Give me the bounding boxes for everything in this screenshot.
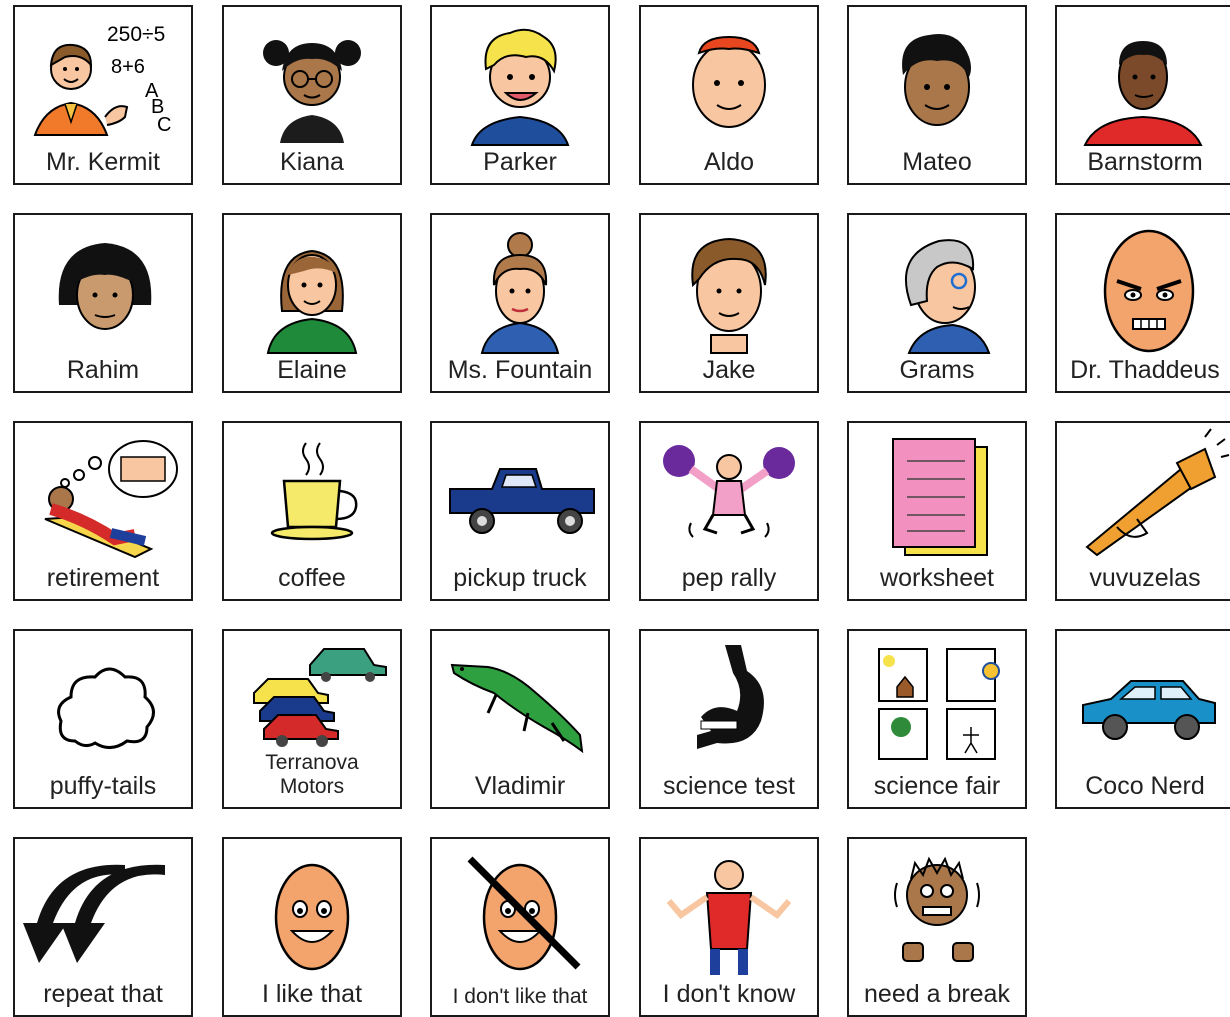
card-retirement[interactable] [13, 421, 193, 601]
card-label: Vladimir [474, 772, 566, 800]
letter-a: A [145, 80, 159, 102]
card-rahim[interactable] [13, 213, 193, 393]
card-label: I don't like that [452, 985, 588, 1008]
teacher-icon [15, 7, 191, 147]
card-label: need a break [864, 980, 1010, 1008]
card-label: Barnstorm [1087, 148, 1203, 176]
card-terranova-motors[interactable] [222, 629, 402, 809]
grandmother-icon [849, 215, 1025, 355]
card-need-a-break[interactable] [847, 837, 1027, 1017]
card-label: pickup truck [453, 564, 587, 592]
card-worksheet[interactable] [847, 421, 1027, 601]
card-label: Elaine [277, 356, 347, 384]
card-parker[interactable] [430, 5, 610, 185]
card-pep-rally[interactable] [639, 421, 819, 601]
card-i-like-that[interactable] [222, 837, 402, 1017]
card-repeat-that[interactable] [13, 837, 193, 1017]
boy-black-hair-icon [15, 215, 191, 355]
card-i-dont-like-that[interactable] [430, 837, 610, 1017]
card-label: retirement [46, 564, 160, 592]
card-ms-fountain[interactable] [430, 213, 610, 393]
card-label: worksheet [880, 564, 994, 592]
card-kiana[interactable] [222, 5, 402, 185]
relaxing-person-icon [15, 423, 191, 563]
horn-icon [1057, 423, 1230, 563]
repeat-arrows-icon [15, 839, 191, 979]
card-pickup-truck[interactable] [430, 421, 610, 601]
card-label: Mateo [902, 148, 972, 176]
card-aldo[interactable] [639, 5, 819, 185]
card-grams[interactable] [847, 213, 1027, 393]
card-label: Dr. Thaddeus [1070, 356, 1220, 384]
card-label: pep rally [681, 564, 777, 592]
woman-green-shirt-icon [224, 215, 400, 355]
card-label: coffee [278, 564, 346, 592]
cloud-icon [15, 631, 191, 771]
card-label: repeat that [43, 980, 163, 1008]
alligator-icon [432, 631, 608, 771]
card-label: Grams [899, 356, 975, 384]
card-vuvuzelas[interactable] [1055, 421, 1230, 601]
pickup-truck-icon [432, 423, 608, 563]
card-science-test[interactable] [639, 629, 819, 809]
shrug-icon [641, 839, 817, 979]
stressed-person-icon [849, 839, 1025, 979]
card-elaine[interactable] [222, 213, 402, 393]
card-barnstorm[interactable] [1055, 5, 1230, 185]
card-coffee[interactable] [222, 421, 402, 601]
card-label-line-1: Terranova [265, 750, 359, 774]
card-jake[interactable] [639, 213, 819, 393]
boy-brown-hair-icon [641, 215, 817, 355]
card-label: science fair [873, 772, 1001, 800]
math-text-2: 8+6 [111, 56, 145, 78]
card-label: puffy-tails [49, 772, 157, 800]
letter-b: B [151, 96, 165, 118]
coffee-cup-icon [224, 423, 400, 563]
card-label: Aldo [703, 148, 755, 176]
card-label: I don't know [662, 980, 796, 1008]
blue-car-icon [1057, 631, 1230, 771]
card-mateo[interactable] [847, 5, 1027, 185]
math-text-1: 250÷5 [107, 23, 166, 46]
cheerleader-icon [641, 423, 817, 563]
card-label: Mr. Kermit [46, 148, 160, 176]
angry-egg-icon [1057, 215, 1230, 355]
girl-glasses-icon [224, 7, 400, 147]
card-label: Coco Nerd [1085, 772, 1205, 800]
card-vladimir[interactable] [430, 629, 610, 809]
man-icon [1057, 7, 1230, 147]
card-label: Ms. Fountain [447, 356, 593, 384]
card-label: Parker [483, 148, 557, 176]
smiling-egg-icon [224, 839, 400, 979]
letter-c: C [157, 114, 172, 136]
card-label [224, 751, 400, 799]
card-label: vuvuzelas [1089, 564, 1201, 592]
card-label-line-2: Motors [279, 774, 345, 798]
card-label: science test [662, 772, 795, 800]
microscope-icon [641, 631, 817, 771]
woman-bun-icon [432, 215, 608, 355]
card-puffy-tails[interactable] [13, 629, 193, 809]
card-label: Kiana [280, 148, 344, 176]
card-science-fair[interactable] [847, 629, 1027, 809]
redhead-boy-icon [641, 7, 817, 147]
card-label: Rahim [66, 356, 140, 384]
card-label: I like that [261, 980, 363, 1008]
card-dr-thaddeus[interactable] [1055, 213, 1230, 393]
boy-curly-hair-icon [849, 7, 1025, 147]
card-coco-nerd[interactable] [1055, 629, 1230, 809]
science-fair-icon [849, 631, 1025, 771]
card-i-dont-know[interactable] [639, 837, 819, 1017]
card-mr-kermit[interactable] [13, 5, 193, 185]
crossed-egg-icon [432, 839, 608, 979]
blond-boy-icon [432, 7, 608, 147]
card-label: Jake [702, 356, 756, 384]
worksheet-icon [849, 423, 1025, 563]
